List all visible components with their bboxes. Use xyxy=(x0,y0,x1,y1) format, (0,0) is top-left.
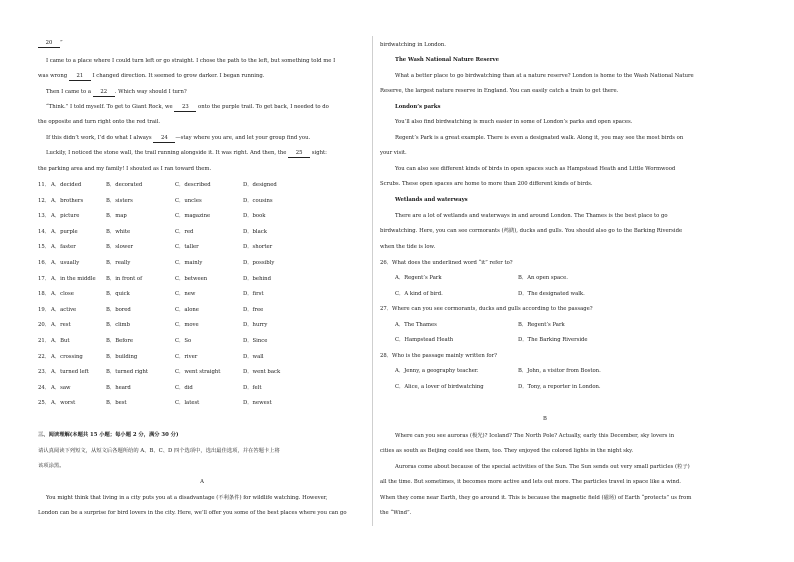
option-b: B．bored xyxy=(106,306,131,313)
r-pb2-l1: Auroras come about because of the special activities of the Sun. The Sun sends out very small particles (粒子) xyxy=(395,464,690,470)
option-c: C．So xyxy=(175,338,192,344)
option-d: D．designed xyxy=(243,182,277,188)
option-d: D．cousins xyxy=(243,197,273,204)
r-p3-l2: birdwatching. Here, you can see cormorants (鸬鹚), ducks and gulls. You should also go to the Barking Riverside xyxy=(380,228,683,234)
option-a: A．usually xyxy=(51,260,80,266)
r-pb1-l2: cities as south as Beijing could see them, too. They enjoyed the colored lights in the night sky. xyxy=(380,448,634,454)
option-number: 16． xyxy=(38,260,51,266)
option-a: A．picture xyxy=(51,213,80,220)
option-d: D．newest xyxy=(243,400,272,407)
option-number: 25． xyxy=(38,400,51,407)
option-c: C．latest xyxy=(175,400,200,407)
r-pb2-l2: all the time. But sometimes, it becomes more active and lets out more. The particles travel in space like a wind. xyxy=(380,479,681,485)
q28-stem: 28．Who is the passage mainly written for? xyxy=(380,353,497,359)
r-pb1-l1: Where can you see auroras (极光)? Iceland? The North Pole? Actually, early this December, sky lovers in xyxy=(395,433,675,439)
option-a: A．decided xyxy=(51,182,82,188)
option-a: A．faster xyxy=(51,244,76,251)
option-a: A．purple xyxy=(51,228,78,235)
option-c: C．uncles xyxy=(175,197,202,204)
option-number: 18． xyxy=(38,291,51,298)
option-a: A．close xyxy=(51,291,74,298)
para3-line1: “Think.” I told myself. To get to Giant Rock, we 23 onto the purple trail. To get back, I needed to do xyxy=(46,104,329,110)
q26-b: B．An open space. xyxy=(518,275,568,281)
option-d: D．possibly xyxy=(243,260,275,266)
option-c: C．between xyxy=(175,275,208,282)
q28-a: A．Jenny, a geography teacher. xyxy=(395,368,479,374)
option-c: C．red xyxy=(175,228,194,235)
q28-c: C．Alice, a lover of birdwatching xyxy=(395,384,484,390)
option-b: B．climb xyxy=(106,322,130,329)
q27-a: A．The Thames xyxy=(395,322,437,328)
option-number: 14． xyxy=(38,228,51,235)
option-b: B．map xyxy=(106,213,127,220)
option-number: 11． xyxy=(38,182,51,188)
option-b: B．really xyxy=(106,260,131,266)
option-d: D．behind xyxy=(243,275,271,282)
q27-b: B．Regent’s Park xyxy=(518,322,565,328)
option-a: A．active xyxy=(51,306,77,313)
option-number: 12． xyxy=(38,197,51,204)
option-b: B．sisters xyxy=(106,197,133,204)
option-a: A．worst xyxy=(51,400,76,407)
option-number: 19． xyxy=(38,306,51,313)
passage-a-line2: London can be a surprise for bird lovers in the city. Here, we’ll offer you some of the best places where you can go xyxy=(38,510,347,516)
option-c: C．alone xyxy=(175,306,199,313)
q26-a: A．Regent’s Park xyxy=(395,275,442,281)
section3-title: 三、阅读理解(本题共 15 小题；每小题 2 分，满分 30 分) xyxy=(38,432,179,438)
option-a: A．in the middle xyxy=(51,275,96,282)
option-d: D．felt xyxy=(243,384,262,391)
option-d: D．Since xyxy=(243,338,268,344)
passage-a-label: A xyxy=(200,479,204,485)
q27-d: D．The Barking Riverside xyxy=(518,337,588,343)
option-d: D．black xyxy=(243,228,267,235)
passage-a-line1: You might think that living in a city puts you at a disadvantage (不利条件) for wildlife watching. However, xyxy=(46,495,328,501)
heading-wash: The Wash National Nature Reserve xyxy=(395,57,499,63)
passage-b-label: B xyxy=(543,416,547,422)
r-p2b-l1: Regent’s Park is a great example. There is even a designated walk. Along it, you may see the most birds on xyxy=(395,135,684,141)
para5-line2: the parking area and my family! I shouted as I ran toward them. xyxy=(38,166,212,172)
option-d: D．hurry xyxy=(243,322,268,329)
q26-c: C．A kind of bird. xyxy=(395,291,443,297)
section3-instr2: 该项涂黑。 xyxy=(38,463,65,469)
q26-stem: 26．What does the underlined word “it” refer to? xyxy=(380,260,513,266)
option-c: C．mainly xyxy=(175,260,203,266)
option-b: B．quick xyxy=(106,291,130,298)
r-p2b-l2: your visit. xyxy=(380,150,407,156)
option-number: 22． xyxy=(38,353,51,360)
option-c: C．magazine xyxy=(175,213,211,220)
para5-line1: Luckily, I noticed the stone wall, the trail running alongside it. It was right. And then, the 25 sight: xyxy=(46,150,327,156)
option-b: B．slower xyxy=(106,244,133,251)
para4: If this didn’t work, I’d do what I always 24 —stay where you are, and let your group find you. xyxy=(46,135,311,141)
top-line: 20 ” xyxy=(38,40,63,48)
option-c: C．taller xyxy=(175,244,199,251)
column-divider xyxy=(372,36,373,526)
option-number: 23． xyxy=(38,369,51,376)
option-c: C．did xyxy=(175,384,193,391)
option-number: 17． xyxy=(38,275,51,282)
para2: Then I came to a 22 . Which way should I turn? xyxy=(46,89,187,95)
option-a: A．But xyxy=(51,338,70,344)
q27-c: C．Hampstead Heath xyxy=(395,337,454,343)
r-p1-l2: Reserve, the largest nature reserve in England. You can easily catch a train to get there. xyxy=(380,88,619,94)
option-b: B．white xyxy=(106,228,131,235)
option-a: A．crossing xyxy=(51,353,83,360)
r-p2c-l1: You can also see different kinds of birds in open spaces such as Hampstead Heath and Little Wormwood xyxy=(395,166,676,172)
option-d: D．book xyxy=(243,213,266,220)
option-c: C．went straight xyxy=(175,369,221,376)
option-d: D．wall xyxy=(243,353,264,360)
option-number: 13． xyxy=(38,213,51,220)
option-c: C．new xyxy=(175,291,196,298)
r-p2c-l2: Scrubs. These open spaces are home to more than 200 different kinds of birds. xyxy=(380,181,593,187)
option-b: B．decorated xyxy=(106,182,143,188)
option-number: 20． xyxy=(38,322,51,329)
q28-b: B．John, a visitor from Boston. xyxy=(518,368,601,374)
option-d: D．went back xyxy=(243,369,281,376)
option-number: 24． xyxy=(38,384,51,391)
option-a: A．brothers xyxy=(51,197,84,204)
r-p2a: You’ll also find birdwatching is much easier in some of London’s parks and open spaces. xyxy=(395,119,633,125)
option-d: D．first xyxy=(243,291,264,298)
option-b: B．heard xyxy=(106,384,131,391)
option-number: 15． xyxy=(38,244,51,251)
r-pb2-l4: the “Wind”. xyxy=(380,510,412,516)
section3-instr1: 请认真阅读下列短文，从短文后各题所给的 A、B、C、D 四个选项中，选出最佳选项，并在答题卡上将 xyxy=(38,448,280,454)
q27-stem: 27．Where can you see cormorants, ducks and gulls according to the passage? xyxy=(380,306,593,312)
option-c: C．move xyxy=(175,322,199,329)
option-b: B．Before xyxy=(106,338,134,344)
option-d: D．shorter xyxy=(243,244,273,251)
heading-parks: London’s parks xyxy=(395,104,441,110)
option-b: B．in front of xyxy=(106,275,143,282)
option-b: B．best xyxy=(106,400,127,407)
r-pb2-l3: When they come near Earth, they go around it. This is because the magnetic field (磁场) of Earth “protects” us from xyxy=(380,495,692,501)
r-line0: birdwatching in London. xyxy=(380,42,446,48)
option-d: D．free xyxy=(243,306,264,313)
option-b: B．building xyxy=(106,353,138,360)
para3-line2: the opposite and turn right onto the red trail. xyxy=(38,119,161,125)
option-b: B．turned right xyxy=(106,369,149,376)
r-p3-l3: when the tide is low. xyxy=(380,244,436,250)
option-a: A．turned left xyxy=(51,369,89,376)
heading-wetlands: Wetlands and waterways xyxy=(395,197,468,203)
para1-line1: I came to a place where I could turn left or go straight. I chose the path to the left, but something told me I xyxy=(46,58,336,64)
option-a: A．rest xyxy=(51,322,71,329)
r-p1-l1: What a better place to go birdwatching than at a nature reserve? London is home to the Wash National Nature xyxy=(395,73,694,79)
option-a: A．saw xyxy=(51,384,71,391)
q28-d: D．Tony, a reporter in London. xyxy=(518,384,601,390)
option-c: C．river xyxy=(175,353,198,360)
para1-line2: was wrong 21 I changed direction. It seemed to grow darker. I began running. xyxy=(38,73,265,79)
q26-d: D．The designated walk. xyxy=(518,291,585,297)
option-c: C．described xyxy=(175,182,211,188)
r-p3-l1: There are a lot of wetlands and waterways in and around London. The Thames is the best place to go xyxy=(395,213,668,219)
option-number: 21． xyxy=(38,338,51,344)
